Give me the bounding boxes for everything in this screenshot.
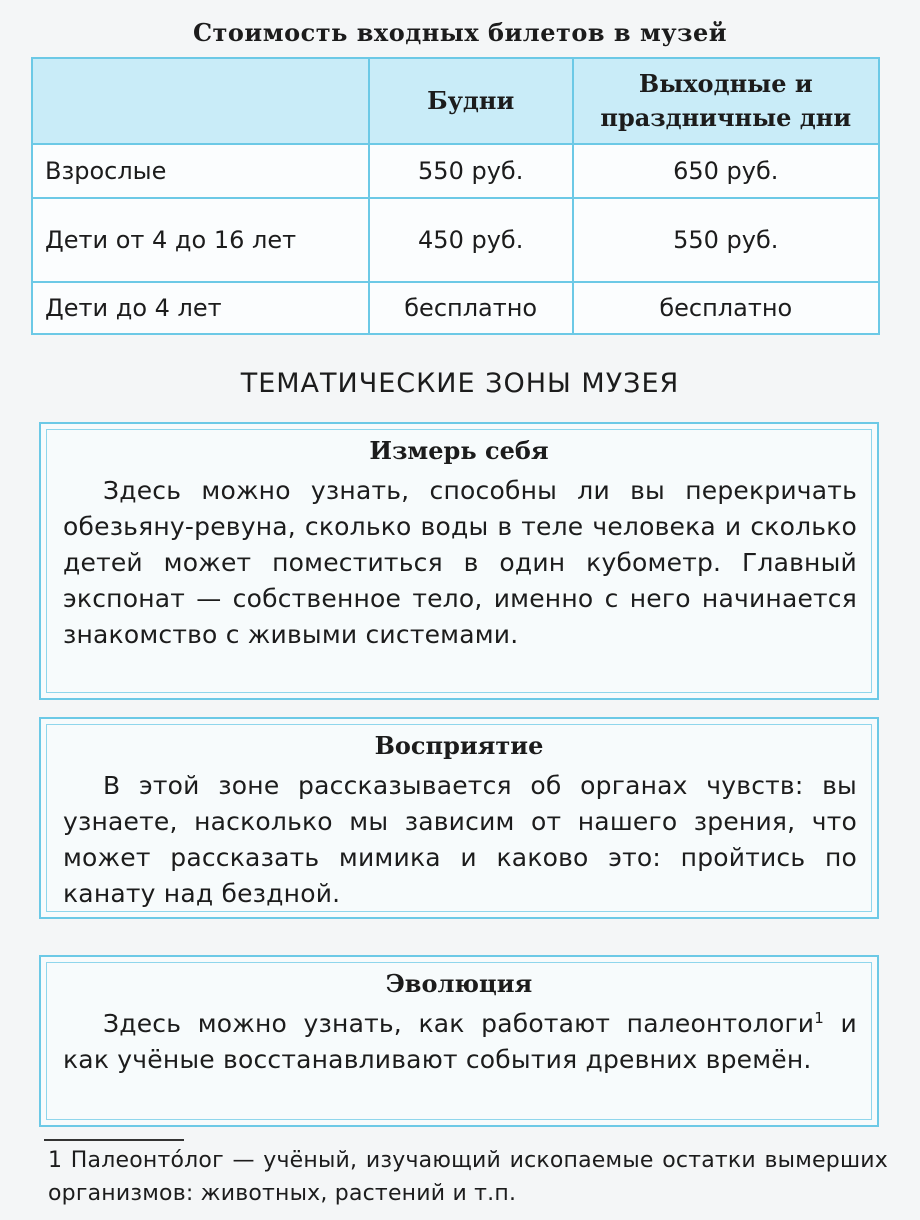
zone-box-evolution [39, 955, 879, 1127]
ticket-price-table [31, 57, 880, 335]
row-category: Взрослые [32, 144, 369, 198]
row-weekday-price: 550 руб. [369, 144, 573, 198]
zone-text-body: В этой зоне рассказывается об органах чувств: вы узнаете, насколько мы зависим от нашего зрения, что может рассказать мимика и каково это: пройтись по канату над бездной. [63, 771, 857, 908]
zone-box-perception [39, 717, 879, 919]
zone-text [41, 473, 877, 653]
zone-text-body: Здесь можно узнать, способны ли вы перекричать обезьяну-ревуна, сколько воды в теле человека и сколько детей может поместиться в один кубометр. Главный экспонат — собственное тело, именно с него начинается знакомство с живыми системами. [63, 476, 857, 649]
zone-title: Измерь себя [369, 436, 549, 465]
table-row [32, 282, 879, 334]
footnote [48, 1144, 888, 1210]
zone-text-body: Здесь можно узнать, как работают палеонтологи [103, 1009, 815, 1038]
row-weekday-price: бесплатно [369, 282, 573, 334]
zone-title: Восприятие [374, 731, 544, 760]
row-category: Дети от 4 до 16 лет [32, 198, 369, 282]
footnote-divider [44, 1139, 184, 1141]
footnote-reference: 1 [814, 1009, 824, 1027]
table-row [32, 198, 879, 282]
header-weekends: Выходные и праздничные дни [573, 58, 879, 144]
zone-box-measure-yourself [39, 422, 879, 700]
footnote-number: 1 [48, 1148, 63, 1173]
header-category [32, 58, 369, 144]
section-heading: ТЕМАТИЧЕСКИЕ ЗОНЫ МУЗЕЯ [240, 368, 680, 399]
table-header-row [32, 58, 879, 144]
zone-text [41, 768, 877, 912]
footnote-text: Палеонто́лог — учёный, изучающий ископаемые остатки вымерших организмов: животных, растений и т.п. [48, 1148, 888, 1206]
row-weekday-price: 450 руб. [369, 198, 573, 282]
zone-text-body-cont: и как учёные восстанавливают события древних времён. [63, 1009, 857, 1074]
table-row [32, 144, 879, 198]
row-category: Дети до 4 лет [32, 282, 369, 334]
table-title: Стоимость входных билетов в музей [192, 18, 728, 47]
row-weekend-price: бесплатно [573, 282, 879, 334]
header-weekdays: Будни [369, 58, 573, 144]
row-weekend-price: 650 руб. [573, 144, 879, 198]
row-weekend-price: 550 руб. [573, 198, 879, 282]
zone-title: Эволюция [385, 969, 533, 998]
zone-text [41, 1006, 877, 1078]
